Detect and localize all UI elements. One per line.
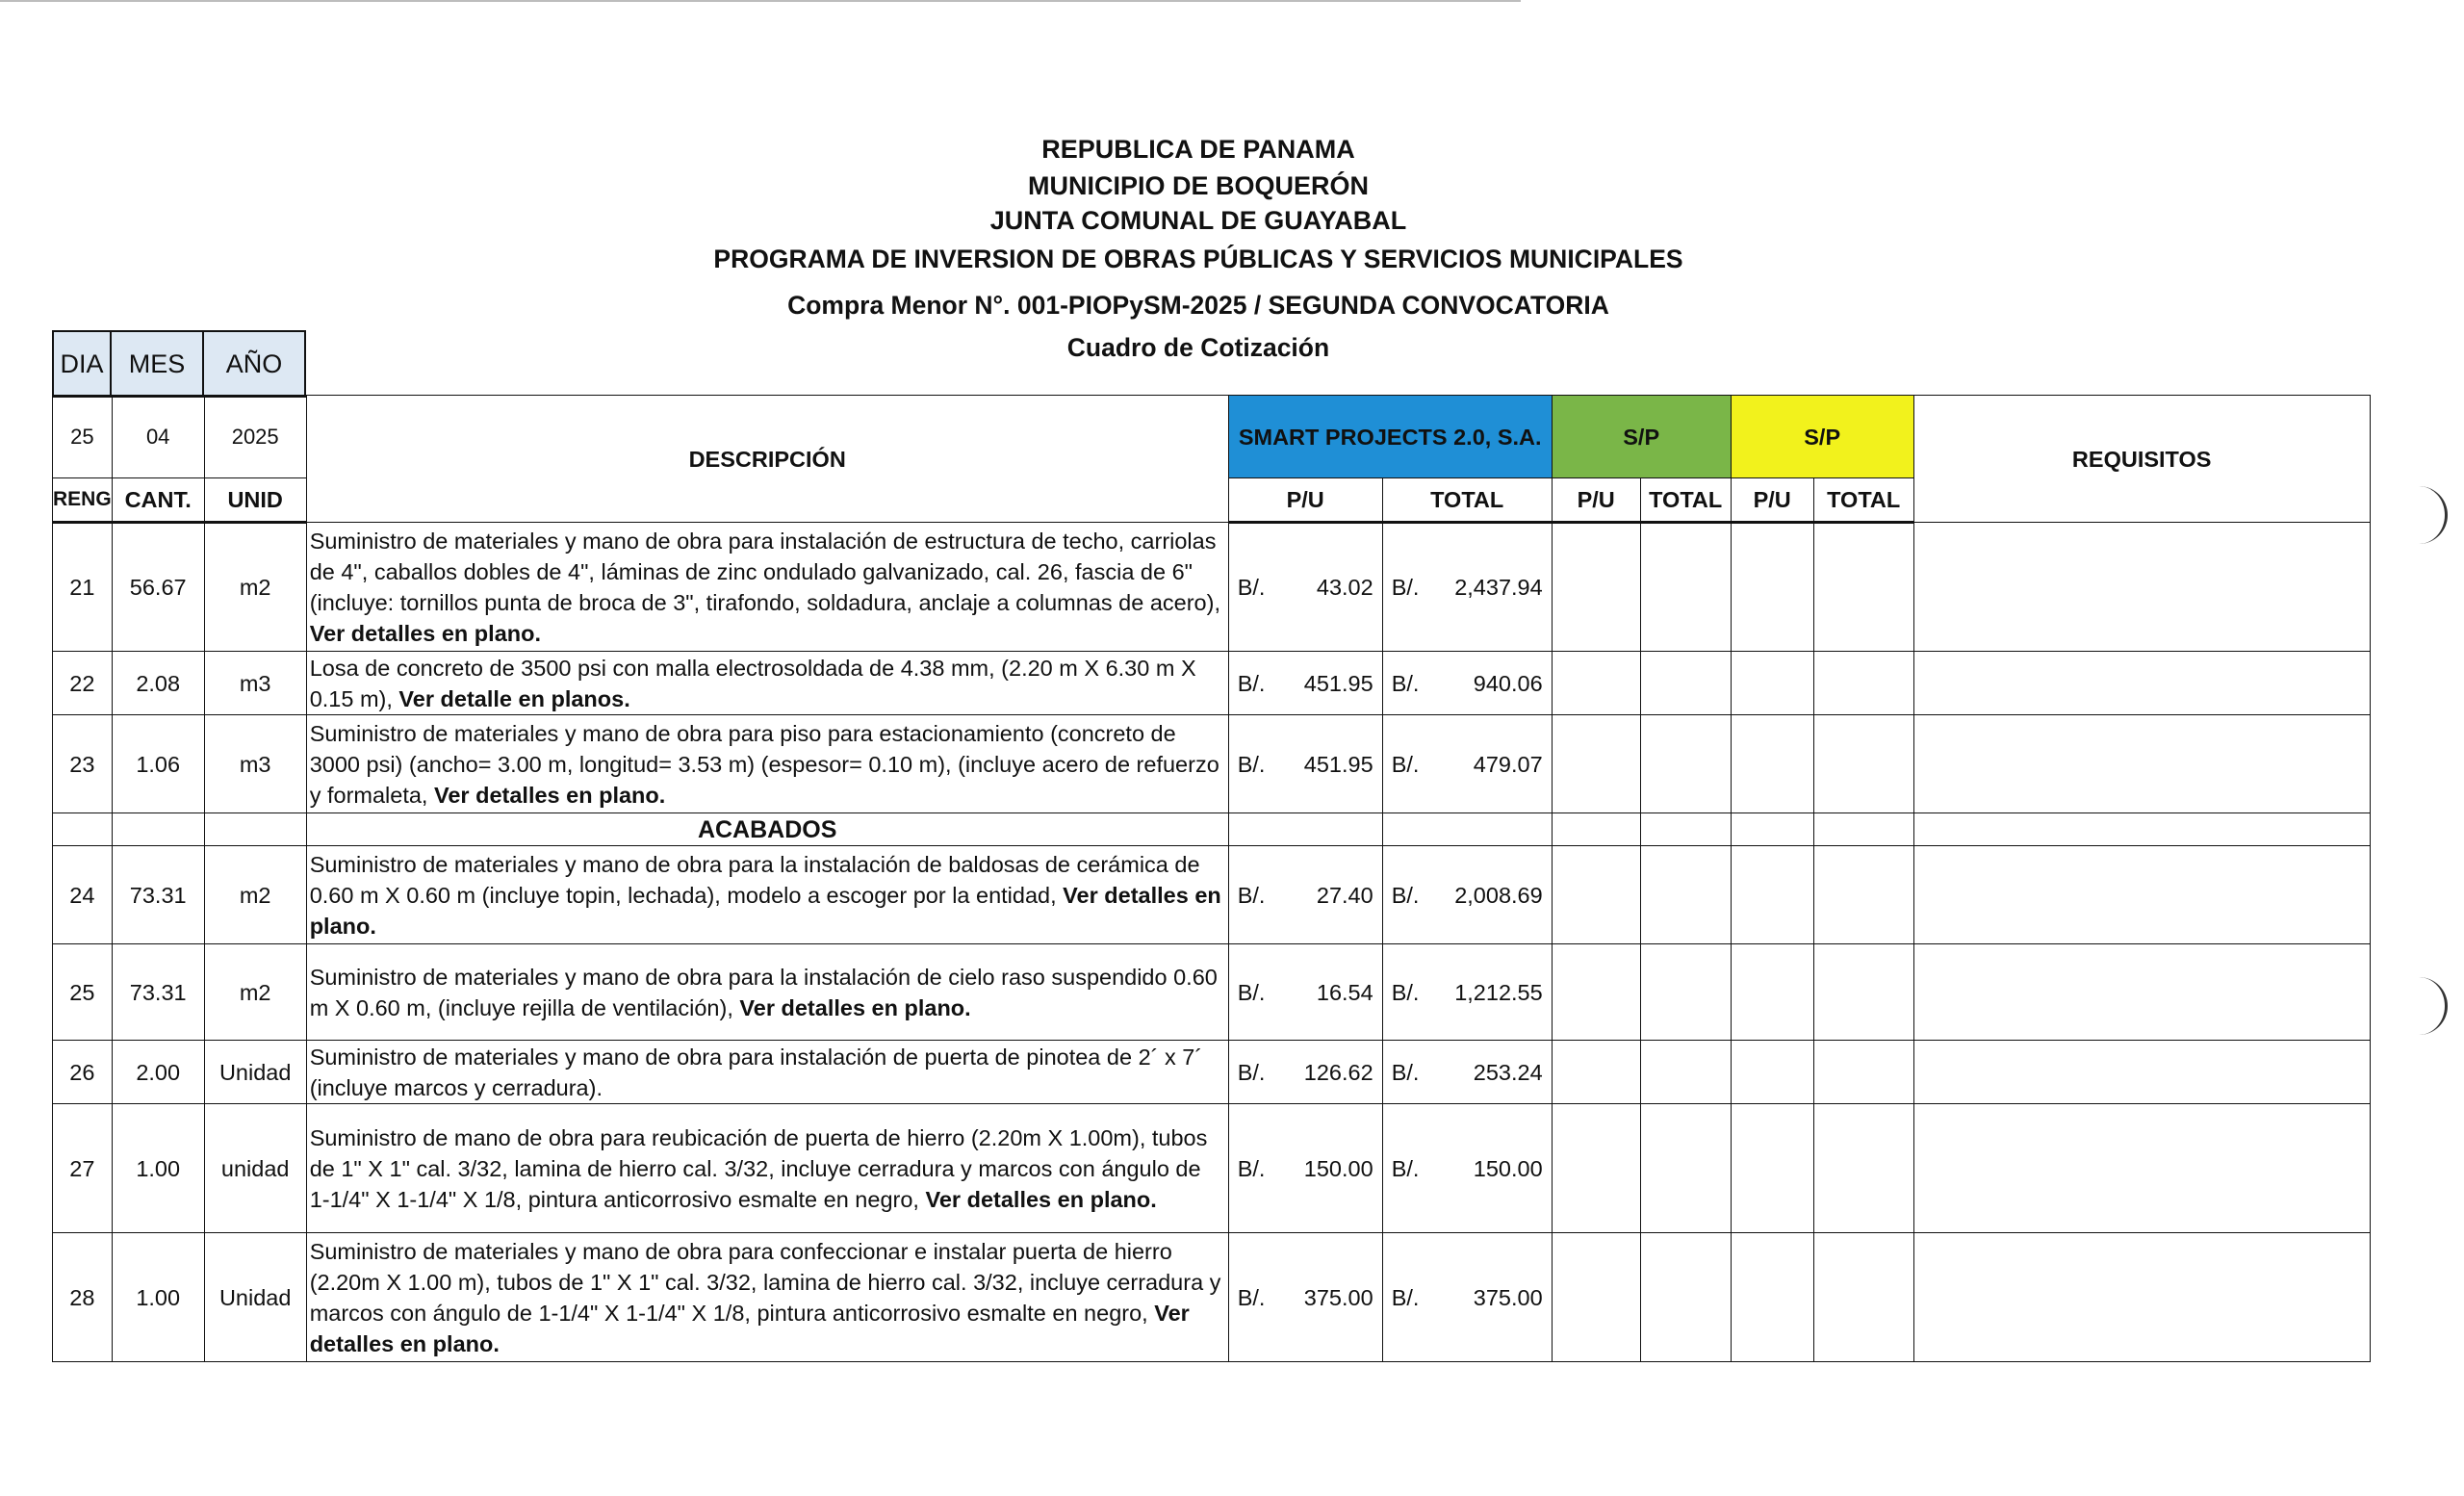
row-bidder-2-pu bbox=[1552, 1104, 1640, 1233]
row-cant: 2.08 bbox=[112, 652, 204, 715]
row-total-value: 1,212.55 bbox=[1454, 979, 1543, 1005]
row-reng: 26 bbox=[53, 1041, 113, 1104]
row-bidder-2-pu bbox=[1552, 944, 1640, 1041]
row-bidder-3-pu bbox=[1731, 846, 1813, 944]
currency-label: B/. bbox=[1237, 575, 1266, 600]
date-label-month: MES bbox=[111, 331, 203, 397]
col-reng-header: RENG bbox=[53, 478, 113, 523]
row-bidder-3-total bbox=[1813, 1233, 1913, 1362]
currency-label: B/. bbox=[1237, 1284, 1266, 1310]
row-reng: 25 bbox=[53, 944, 113, 1041]
row-description-text: Suministro de materiales y mano de obra para confeccionar e instalar puerta de hierro (2.20m X 1.00 m), tubos de 1" X 1" cal. 3/32, lamina de hierro cal. 3/32, incluye cerradura y marcos con ángulo de 1-1/4" X 1-1/4" X 1/8, pintura anticorrosivo esmalte en negro, bbox=[309, 1238, 1221, 1326]
section-row bbox=[53, 813, 2371, 846]
row-description-bold: Ver detalles en plano. bbox=[309, 620, 542, 646]
row-total-value: 253.24 bbox=[1473, 1059, 1543, 1085]
row-bidder-3-pu bbox=[1731, 1041, 1813, 1104]
row-bidder-3-total bbox=[1813, 523, 1913, 652]
row-description-text: Suministro de materiales y mano de obra para la instalación de baldosas de cerámica de 0.60 m X 0.60 m (incluye topin, lechada), modelo a escoger por la entidad, bbox=[309, 851, 1200, 908]
row-bidder-2-pu bbox=[1552, 1233, 1640, 1362]
row-pu-value: 27.40 bbox=[1316, 882, 1373, 908]
row-total-value: 2,437.94 bbox=[1454, 575, 1543, 600]
section-empty-cell bbox=[1640, 813, 1731, 846]
row-description bbox=[306, 1233, 1228, 1362]
row-requisitos bbox=[1913, 523, 2370, 652]
row-description-bold: Ver detalles en plano. bbox=[309, 1300, 1190, 1356]
row-description bbox=[306, 846, 1228, 944]
section-empty-cell bbox=[1913, 813, 2370, 846]
header-municipality: MUNICIPIO DE BOQUERÓN bbox=[1027, 171, 1370, 200]
currency-label: B/. bbox=[1391, 1155, 1420, 1181]
row-bidder-1-total bbox=[1382, 715, 1552, 813]
row-total-value: 375.00 bbox=[1473, 1284, 1543, 1310]
row-requisitos bbox=[1913, 1104, 2370, 1233]
row-cant: 73.31 bbox=[112, 944, 204, 1041]
row-unid: Unidad bbox=[204, 1041, 306, 1104]
row-description-bold: Ver detalles en plano. bbox=[433, 782, 666, 808]
row-bidder-3-pu bbox=[1731, 944, 1813, 1041]
bidder-1-pu-header: P/U bbox=[1228, 478, 1382, 523]
row-unid: unidad bbox=[204, 1104, 306, 1233]
row-bidder-1-pu bbox=[1228, 1041, 1382, 1104]
scan-edge-line bbox=[0, 0, 1521, 2]
row-bidder-3-pu bbox=[1731, 1104, 1813, 1233]
binder-hole-mark bbox=[2406, 486, 2448, 544]
currency-label: B/. bbox=[1391, 575, 1420, 600]
table-row bbox=[53, 715, 2371, 813]
section-title: ACABADOS bbox=[306, 813, 1228, 846]
currency-label: B/. bbox=[1391, 1284, 1420, 1310]
row-bidder-2-total bbox=[1640, 715, 1731, 813]
row-cant: 2.00 bbox=[112, 1041, 204, 1104]
table-row bbox=[53, 846, 2371, 944]
date-label-day: DIA bbox=[53, 331, 111, 397]
row-description-bold: Ver detalles en plano. bbox=[309, 882, 1221, 939]
row-unid: Unidad bbox=[204, 1233, 306, 1362]
currency-label: B/. bbox=[1237, 979, 1266, 1005]
row-requisitos bbox=[1913, 1041, 2370, 1104]
table-row bbox=[53, 652, 2371, 715]
row-description-text: Suministro de materiales y mano de obra para piso para estacionamiento (concreto de 3000 psi) (ancho= 3.00 m, longitud= 3.53 m) (espesor= 0.10 m), (incluye acero de refuerzo y formaleta, bbox=[309, 720, 1219, 808]
row-description-bold: Ver detalle en planos. bbox=[398, 685, 630, 711]
section-empty-cell bbox=[53, 813, 113, 846]
row-pu-value: 451.95 bbox=[1303, 751, 1373, 777]
row-bidder-3-total bbox=[1813, 944, 1913, 1041]
row-bidder-3-pu bbox=[1731, 523, 1813, 652]
row-description-text: Suministro de materiales y mano de obra para la instalación de cielo raso suspendido 0.60 m X 0.60 m, (incluye rejilla de ventilación), bbox=[309, 964, 1218, 1020]
binder-hole-mark bbox=[2406, 977, 2448, 1035]
row-bidder-1-pu bbox=[1228, 1233, 1382, 1362]
row-bidder-1-pu bbox=[1228, 1104, 1382, 1233]
row-pu-value: 150.00 bbox=[1303, 1155, 1373, 1181]
row-description-bold: Ver detalles en plano. bbox=[739, 994, 971, 1020]
row-bidder-2-total bbox=[1640, 1041, 1731, 1104]
row-description bbox=[306, 715, 1228, 813]
row-bidder-1-total bbox=[1382, 1233, 1552, 1362]
row-requisitos bbox=[1913, 715, 2370, 813]
row-description bbox=[306, 652, 1228, 715]
header-junta: JUNTA COMUNAL DE GUAYABAL bbox=[989, 206, 1407, 235]
table-row bbox=[53, 1041, 2371, 1104]
section-empty-cell bbox=[1552, 813, 1640, 846]
row-cant: 73.31 bbox=[112, 846, 204, 944]
row-cant: 1.06 bbox=[112, 715, 204, 813]
row-bidder-2-pu bbox=[1552, 1041, 1640, 1104]
bidder-2-total-header: TOTAL bbox=[1640, 478, 1731, 523]
row-bidder-2-pu bbox=[1552, 715, 1640, 813]
bidder-1-header: SMART PROJECTS 2.0, S.A. bbox=[1228, 396, 1552, 478]
row-total-value: 2,008.69 bbox=[1454, 882, 1543, 908]
bidder-2-header: S/P bbox=[1552, 396, 1731, 478]
row-bidder-3-pu bbox=[1731, 1233, 1813, 1362]
bidder-1-total-header: TOTAL bbox=[1382, 478, 1552, 523]
row-bidder-2-total bbox=[1640, 1104, 1731, 1233]
row-pu-value: 126.62 bbox=[1303, 1059, 1373, 1085]
row-bidder-2-total bbox=[1640, 523, 1731, 652]
row-bidder-1-pu bbox=[1228, 652, 1382, 715]
bidder-3-total-header: TOTAL bbox=[1813, 478, 1913, 523]
date-label-year: AÑO bbox=[203, 331, 305, 397]
row-description-text: Suministro de materiales y mano de obra para instalación de puerta de pinotea de 2´ x 7´ (incluye marcos y cerradura). bbox=[309, 1044, 1203, 1100]
row-bidder-2-pu bbox=[1552, 652, 1640, 715]
currency-label: B/. bbox=[1237, 670, 1266, 696]
row-description-bold: Ver detalles en plano. bbox=[925, 1186, 1157, 1212]
row-bidder-1-total bbox=[1382, 652, 1552, 715]
row-bidder-2-pu bbox=[1552, 846, 1640, 944]
section-empty-cell bbox=[204, 813, 306, 846]
section-empty-cell bbox=[112, 813, 204, 846]
row-bidder-1-total bbox=[1382, 846, 1552, 944]
row-bidder-1-pu bbox=[1228, 846, 1382, 944]
currency-label: B/. bbox=[1237, 882, 1266, 908]
header-republic: REPUBLICA DE PANAMA bbox=[1041, 135, 1355, 164]
bidder-3-pu-header: P/U bbox=[1731, 478, 1813, 523]
row-bidder-1-total bbox=[1382, 1041, 1552, 1104]
section-empty-cell bbox=[1731, 813, 1813, 846]
row-total-value: 150.00 bbox=[1473, 1155, 1543, 1181]
currency-label: B/. bbox=[1391, 882, 1420, 908]
date-value-year: 2025 bbox=[204, 396, 306, 478]
section-empty-cell bbox=[1228, 813, 1382, 846]
row-reng: 28 bbox=[53, 1233, 113, 1362]
row-bidder-1-pu bbox=[1228, 523, 1382, 652]
currency-label: B/. bbox=[1391, 751, 1420, 777]
row-unid: m2 bbox=[204, 523, 306, 652]
row-reng: 27 bbox=[53, 1104, 113, 1233]
currency-label: B/. bbox=[1391, 670, 1420, 696]
currency-label: B/. bbox=[1391, 979, 1420, 1005]
row-bidder-1-total bbox=[1382, 1104, 1552, 1233]
date-value-month: 04 bbox=[112, 396, 204, 478]
currency-label: B/. bbox=[1391, 1059, 1420, 1085]
quotation-table bbox=[52, 395, 2371, 1362]
row-bidder-1-pu bbox=[1228, 715, 1382, 813]
bidder-2-pu-header: P/U bbox=[1552, 478, 1640, 523]
row-pu-value: 16.54 bbox=[1316, 979, 1373, 1005]
row-unid: m3 bbox=[204, 715, 306, 813]
row-total-value: 940.06 bbox=[1473, 670, 1543, 696]
row-total-value: 479.07 bbox=[1473, 751, 1543, 777]
table-row bbox=[53, 944, 2371, 1041]
row-description-text: Suministro de mano de obra para reubicación de puerta de hierro (2.20m X 1.00m), tubos de 1" X 1" cal. 3/32, lamina de hierro cal. 3/32, incluye cerradura y marcos con ángulo de 1-1/4" X 1-1/4" X 1/8, pintura anticorrosivo esmalte en negro, bbox=[309, 1124, 1208, 1212]
row-bidder-1-pu bbox=[1228, 944, 1382, 1041]
table-body bbox=[53, 523, 2371, 1362]
row-description bbox=[306, 523, 1228, 652]
row-bidder-2-total bbox=[1640, 846, 1731, 944]
row-description bbox=[306, 1041, 1228, 1104]
row-bidder-2-total bbox=[1640, 944, 1731, 1041]
row-unid: m3 bbox=[204, 652, 306, 715]
row-requisitos bbox=[1913, 652, 2370, 715]
date-value-day: 25 bbox=[53, 396, 113, 478]
row-bidder-3-total bbox=[1813, 846, 1913, 944]
row-unid: m2 bbox=[204, 944, 306, 1041]
header-tender: Compra Menor N°. 001-PIOPySM-2025 / SEGUNDA CONVOCATORIA bbox=[787, 291, 1609, 320]
description-header: DESCRIPCIÓN bbox=[306, 396, 1228, 523]
row-reng: 22 bbox=[53, 652, 113, 715]
header-program: PROGRAMA DE INVERSION DE OBRAS PÚBLICAS Y SERVICIOS MUNICIPALES bbox=[713, 245, 1683, 273]
row-bidder-3-pu bbox=[1731, 715, 1813, 813]
row-bidder-2-total bbox=[1640, 1233, 1731, 1362]
row-reng: 23 bbox=[53, 715, 113, 813]
table-row bbox=[53, 1233, 2371, 1362]
row-description-text: Suministro de materiales y mano de obra para instalación de estructura de techo, carriolas de 4", caballos dobles de 4", láminas de zinc ondulado galvanizado, cal. 26, fascia de 6" (incluye: tornillos punta de broca de 3", tirafondo, soldadura, anclaje a columnas de acero), bbox=[309, 528, 1220, 615]
currency-label: B/. bbox=[1237, 751, 1266, 777]
section-empty-cell bbox=[1382, 813, 1552, 846]
row-pu-value: 375.00 bbox=[1303, 1284, 1373, 1310]
row-requisitos bbox=[1913, 846, 2370, 944]
row-cant: 1.00 bbox=[112, 1233, 204, 1362]
col-cant-header: CANT. bbox=[112, 478, 204, 523]
currency-label: B/. bbox=[1237, 1155, 1266, 1181]
row-bidder-3-total bbox=[1813, 652, 1913, 715]
table-row bbox=[53, 523, 2371, 652]
row-description bbox=[306, 944, 1228, 1041]
row-bidder-3-pu bbox=[1731, 652, 1813, 715]
row-cant: 56.67 bbox=[112, 523, 204, 652]
row-bidder-2-total bbox=[1640, 652, 1731, 715]
header-subtitle: Cuadro de Cotización bbox=[1066, 333, 1330, 362]
row-description-text: Losa de concreto de 3500 psi con malla electrosoldada de 4.38 mm, (2.20 m X 6.30 m X 0.15 m), bbox=[309, 655, 1196, 711]
col-unid-header: UNID bbox=[204, 478, 306, 523]
row-description bbox=[306, 1104, 1228, 1233]
row-bidder-2-pu bbox=[1552, 523, 1640, 652]
bidder-3-header: S/P bbox=[1731, 396, 1913, 478]
row-cant: 1.00 bbox=[112, 1104, 204, 1233]
row-unid: m2 bbox=[204, 846, 306, 944]
row-pu-value: 451.95 bbox=[1303, 670, 1373, 696]
row-bidder-1-total bbox=[1382, 944, 1552, 1041]
row-bidder-1-total bbox=[1382, 523, 1552, 652]
table-row bbox=[53, 1104, 2371, 1233]
row-requisitos bbox=[1913, 1233, 2370, 1362]
requisitos-header: REQUISITOS bbox=[1913, 396, 2370, 523]
date-box bbox=[52, 330, 306, 398]
row-bidder-3-total bbox=[1813, 1041, 1913, 1104]
section-empty-cell bbox=[1813, 813, 1913, 846]
row-reng: 21 bbox=[53, 523, 113, 652]
row-bidder-3-total bbox=[1813, 715, 1913, 813]
row-bidder-3-total bbox=[1813, 1104, 1913, 1233]
row-pu-value: 43.02 bbox=[1316, 575, 1373, 600]
row-requisitos bbox=[1913, 944, 2370, 1041]
row-reng: 24 bbox=[53, 846, 113, 944]
currency-label: B/. bbox=[1237, 1059, 1266, 1085]
